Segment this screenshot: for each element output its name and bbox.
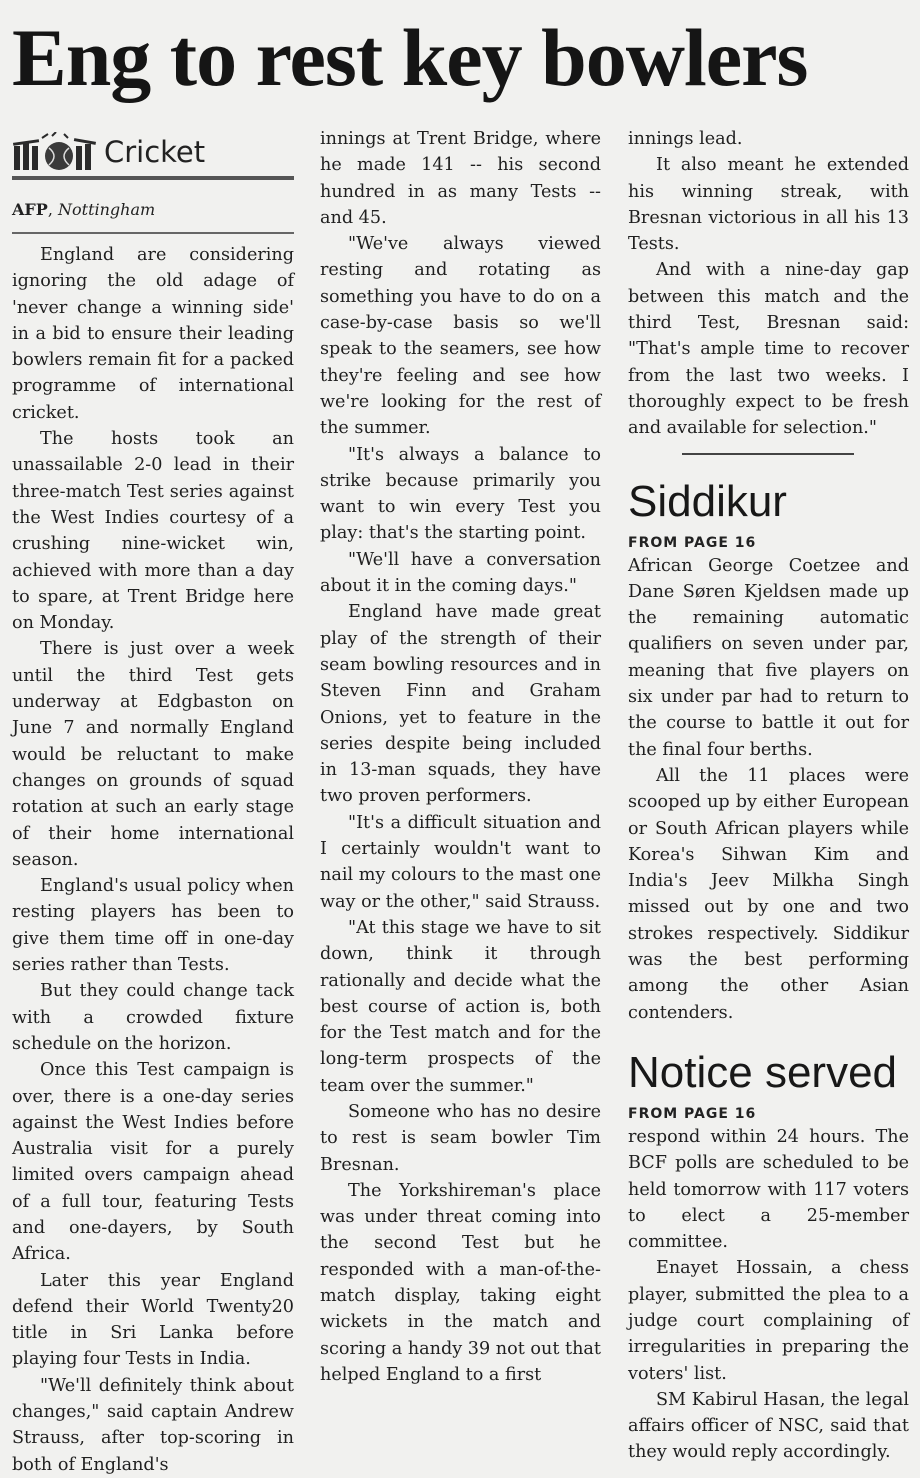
- paragraph: "It's a difficult situation and I certainly wouldn't want to nail my colours to the mast one way or the other," said Strauss.: [320, 812, 601, 912]
- paragraph: England's usual policy when resting players has been to give them time off in one-day series rather than Tests.: [12, 876, 294, 976]
- byline-rule: [12, 232, 294, 234]
- notice-jump-label: FROM PAGE 16: [628, 1105, 757, 1122]
- story-column-2: [320, 126, 601, 1388]
- story-column-1: [12, 242, 294, 1478]
- cricket-ball-stumps-icon: [12, 132, 98, 172]
- paragraph: Someone who has no desire to rest is seam bowler Tim Bresnan.: [320, 1101, 601, 1175]
- paragraph: England are considering ignoring the old adage of 'never change a winning side' in a bid to ensure their leading bowlers remain fit for a packed programme of international cricket.: [12, 245, 294, 423]
- paragraph: And with a nine-day gap between this match and the third Test, Bresnan said: "That's ample time to recover from the last two weeks. I thoroughly expect to be fresh and available for selection.": [628, 260, 909, 439]
- paragraph: But they could change tack with a crowded fixture schedule on the horizon.: [12, 981, 294, 1054]
- paragraph: Enayet Hossain, a chess player, submitted the plea to a judge court complaining of irregularities in preparing the voters' list.: [628, 1258, 909, 1384]
- paragraph: There is just over a week until the third Test gets underway at Edgbaston on June 7 and normally England would be reluctant to make changes on grounds of squad rotation at such an early stage of their home international season.: [12, 639, 294, 870]
- paragraph: "We'll have a conversation about it in the coming days.": [320, 549, 601, 597]
- paragraph: It also meant he extended his winning streak, with Bresnan victorious in all his 13 Tests.: [628, 155, 909, 255]
- section-header: [12, 128, 294, 180]
- paragraph: Later this year England defend their World Twenty20 title in Sri Lanka before playing four Tests in India.: [12, 1270, 294, 1370]
- paragraph: innings at Trent Bridge, where he made 141 -- his second hundred in as many Tests -- and 45.: [320, 129, 601, 228]
- paragraph: innings lead.: [628, 129, 743, 149]
- paragraph: England have made great play of the strength of their seam bowling resources and in Steven Finn and Graham Onions, yet to feature in the series despite being included in 13-man squads, they have two proven performers.: [320, 602, 601, 807]
- siddikur-headline: Siddikur: [628, 476, 787, 526]
- story-divider: [682, 453, 854, 455]
- paragraph: "It's always a balance to strike because primarily you want to win every Test you play: that's the starting point.: [320, 444, 601, 544]
- byline-agency: AFP: [12, 200, 48, 219]
- story-column-3: [628, 126, 909, 1466]
- paragraph: African George Coetzee and Dane Søren Kjeldsen made up the remaining automatic qualifiers on seven under par, meaning that five players on six under par had to return to the course to battle it out for the final four berths.: [628, 555, 909, 760]
- paragraph: "We've always viewed resting and rotating as something you have to do on a case-by-case basis so we'll speak to the seamers, see how they're feeling and see how we're looking for the rest of the summer.: [320, 234, 601, 439]
- paragraph: Once this Test campaign is over, there is a one-day series against the West Indies before Australia visit for a purely limited overs campaign ahead of a full tour, featuring Tests and one-dayers, by South Africa.: [12, 1060, 294, 1265]
- byline-separator: ,: [47, 200, 53, 219]
- paragraph: All the 11 places were scooped up by either European or South African players while Korea's Sihwan Kim and India's Jeev Milkha Singh missed out by one and two strokes respectively. Siddikur was the best performing among the other Asian contenders.: [628, 765, 909, 1023]
- section-label: Cricket: [104, 135, 206, 169]
- paragraph: respond within 24 hours. The BCF polls are scheduled to be held tomorrow with 117 voters to elect a 25-member committee.: [628, 1126, 909, 1253]
- paragraph: "At this stage we have to sit down, think it through rationally and decide what the best course of action is, both for the Test match and for the long-term prospects of the team over the summer.": [320, 917, 601, 1096]
- paragraph: SM Kabirul Hasan, the legal affairs officer of NSC, said that they would reply accordingly.: [628, 1389, 909, 1463]
- siddikur-jump-label: FROM PAGE 16: [628, 534, 757, 551]
- paragraph: The Yorkshireman's place was under threat coming into the second Test but he responded with a man-of-the-match display, taking eight wickets in the match and scoring a handy 39 not out that helped England to a first: [320, 1180, 601, 1385]
- paragraph: "We'll definitely think about changes," said captain Andrew Strauss, after top-scoring in both of England's: [12, 1375, 294, 1475]
- notice-headline: Notice served: [628, 1047, 898, 1097]
- paragraph: The hosts took an unassailable 2-0 lead in their three-match Test series against the West Indies courtesy of a crushing nine-wicket win, achieved with more than a day to spare, at Trent Bridge here on Monday.: [12, 429, 294, 634]
- byline: [12, 198, 294, 222]
- headline: Eng to rest key bowlers: [12, 12, 808, 103]
- byline-location: Nottingham: [58, 200, 156, 219]
